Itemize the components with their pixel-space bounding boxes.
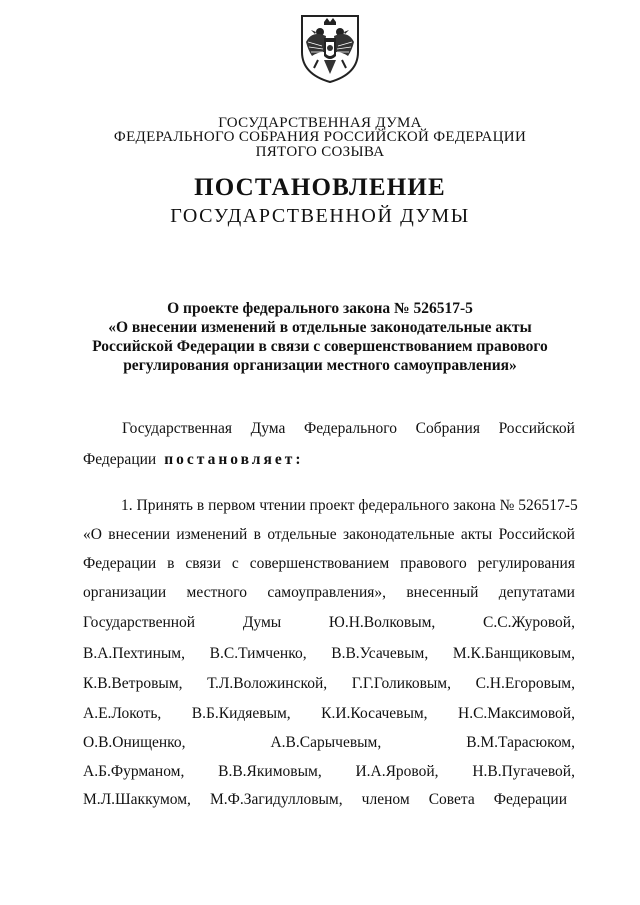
header-line-1: ГОСУДАРСТВЕННАЯ ДУМА xyxy=(218,115,422,131)
clause-1-line-8 xyxy=(83,705,575,723)
clause-word: В.В.Усачевым, xyxy=(331,645,429,662)
clause-word: изменений xyxy=(176,526,248,543)
clause-word: Государственной xyxy=(83,614,196,631)
header-line-3: ПЯТОГО СОЗЫВА xyxy=(255,144,385,160)
subject-line-1: О проекте федерального закона № 526517-5 xyxy=(167,300,473,317)
clause-word: Н.В.Пугачевой, xyxy=(472,763,575,780)
clause-word: М.Л.Шаккумом, xyxy=(83,791,191,808)
clause-word: Т.Л.Воложинской, xyxy=(207,675,328,692)
clause-word: А.Б.Фурманом, xyxy=(83,763,185,780)
clause-1-line-9 xyxy=(83,734,575,752)
clause-1-line-1 xyxy=(121,497,578,515)
clause-word: С.Н.Егоровым, xyxy=(475,675,575,692)
clause-word: К.И.Косачевым, xyxy=(321,705,428,722)
clause-word: внесенный xyxy=(406,584,479,601)
clause-word: в xyxy=(253,526,261,543)
subject-line-4: регулирования организации местного самоуправления» xyxy=(123,357,517,374)
clause-word: К.В.Ветровым, xyxy=(83,675,183,692)
clause-word: С.С.Журовой, xyxy=(483,614,575,631)
clause-word: совершенствованием xyxy=(249,555,390,572)
clause-1-line-11 xyxy=(83,791,567,809)
preamble-word: Российской xyxy=(498,420,575,437)
clause-word: В.М.Тарасюком, xyxy=(466,734,575,751)
clause-word: Н.С.Максимовой, xyxy=(458,705,575,722)
clause-word: с xyxy=(231,555,239,572)
clause-word: В.А.Пехтиным, xyxy=(83,645,185,662)
clause-word: А.В.Сарычевым, xyxy=(270,734,382,751)
clause-word: В.Б.Кидяевым, xyxy=(191,705,291,722)
clause-1-line-5 xyxy=(83,614,575,632)
clause-word: в xyxy=(167,555,175,572)
clause-word: Г.Г.Голиковым, xyxy=(351,675,451,692)
clause-word: членом xyxy=(361,791,410,808)
clause-1-line-3 xyxy=(83,555,575,573)
preamble-word: Федерации xyxy=(83,451,157,468)
clause-word: «О xyxy=(83,526,102,543)
clause-1-line-7 xyxy=(83,675,575,693)
clause-word: правового xyxy=(400,555,467,572)
subject-line-2: «О внесении изменений в отдельные законодательные акты xyxy=(108,319,532,336)
document-title: ПОСТАНОВЛЕНИЕ xyxy=(194,174,446,201)
preamble-word: Федерального xyxy=(303,420,398,437)
preamble-line-2 xyxy=(83,451,575,469)
clause-1-line-4 xyxy=(83,584,575,602)
preamble-word: Государственная xyxy=(122,420,233,437)
clause-word: Ю.Н.Волковым, xyxy=(328,614,436,631)
clause-word: организации xyxy=(83,584,167,601)
document-subtitle: ГОСУДАРСТВЕННОЙ ДУМЫ xyxy=(170,205,470,227)
clause-word: акты xyxy=(460,526,493,543)
clause-word: В.В.Якимовым, xyxy=(218,763,322,780)
clause-word: М.Ф.Загидулловым, xyxy=(209,791,343,808)
clause-word: самоуправления», xyxy=(267,584,387,601)
clause-word: В.С.Тимченко, xyxy=(209,645,307,662)
clause-word: Думы xyxy=(242,614,282,631)
clause-word: И.А.Яровой, xyxy=(355,763,439,780)
clause-word: Федерации xyxy=(493,791,567,808)
preamble-line-1 xyxy=(122,420,575,438)
subject-line-3: Российской Федерации в связи с совершенствованием правового xyxy=(92,338,548,355)
clause-word: М.К.Банщиковым, xyxy=(452,645,575,662)
clause-word: местного xyxy=(186,584,248,601)
clause-word: отдельные xyxy=(267,526,337,543)
clause-word: регулирования xyxy=(477,555,575,572)
preamble-action: постановляет: xyxy=(164,451,304,468)
clause-word: Совета xyxy=(428,791,475,808)
clause-word: О.В.Онищенко, xyxy=(83,734,186,751)
preamble-word: Собрания xyxy=(415,420,480,437)
preamble-word: Дума xyxy=(250,420,286,437)
clause-word: депутатами xyxy=(498,584,575,601)
clause-word: законодательные xyxy=(342,526,455,543)
clause-text: 1. Принять в первом чтении проект федерального закона № 526517-5 xyxy=(121,497,578,514)
coat-of-arms-emblem xyxy=(298,12,362,84)
clause-1-line-2 xyxy=(83,526,575,544)
clause-word: Федерации xyxy=(83,555,157,572)
clause-word: внесении xyxy=(108,526,171,543)
clause-word: Российской xyxy=(498,526,575,543)
clause-1-line-6 xyxy=(83,645,575,663)
clause-word: А.Е.Локоть, xyxy=(83,705,162,722)
clause-word: связи xyxy=(185,555,221,572)
header-line-2: ФЕДЕРАЛЬНОГО СОБРАНИЯ РОССИЙСКОЙ ФЕДЕРАЦИИ xyxy=(113,129,527,145)
clause-1-line-10 xyxy=(83,763,575,781)
